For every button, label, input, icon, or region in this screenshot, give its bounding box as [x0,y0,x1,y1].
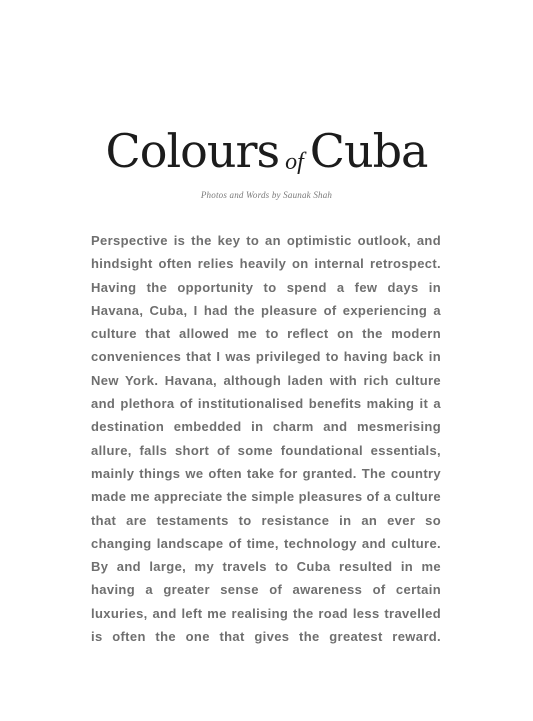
byline: Photos and Words by Saunak Shah [200,190,333,200]
title-connector-of: of [285,149,304,175]
title-word-colours: Colours [105,124,280,178]
body-paragraph: Perspective is the key to an optimistic outlook, and hindsight often relies heavily on internal retrospect. Having the opportunity to spend a few days in Havana, Cuba, I had the pleasure of experiencing a culture that allowed me to reflect on the modern conveniences that I was privileged to having back in New York. Havana, although laden with rich culture and plethora of institutionalised benefits making it a destination embedded in charm and mesmerising allure, falls short of some foundational essentials, mainly things we often take for granted. The country made me appreciate the simple pleasures of a culture that are testaments to resistance in an ever so changing landscape of time, technology and culture. By and large, my travels to Cuba resulted in me having a greater sense of awareness of certain luxuries, and left me realising the road less travelled is often the one that gives the greatest reward. [91,233,441,645]
title-word-cuba: Cuba [309,124,428,178]
page-title [0,124,533,178]
